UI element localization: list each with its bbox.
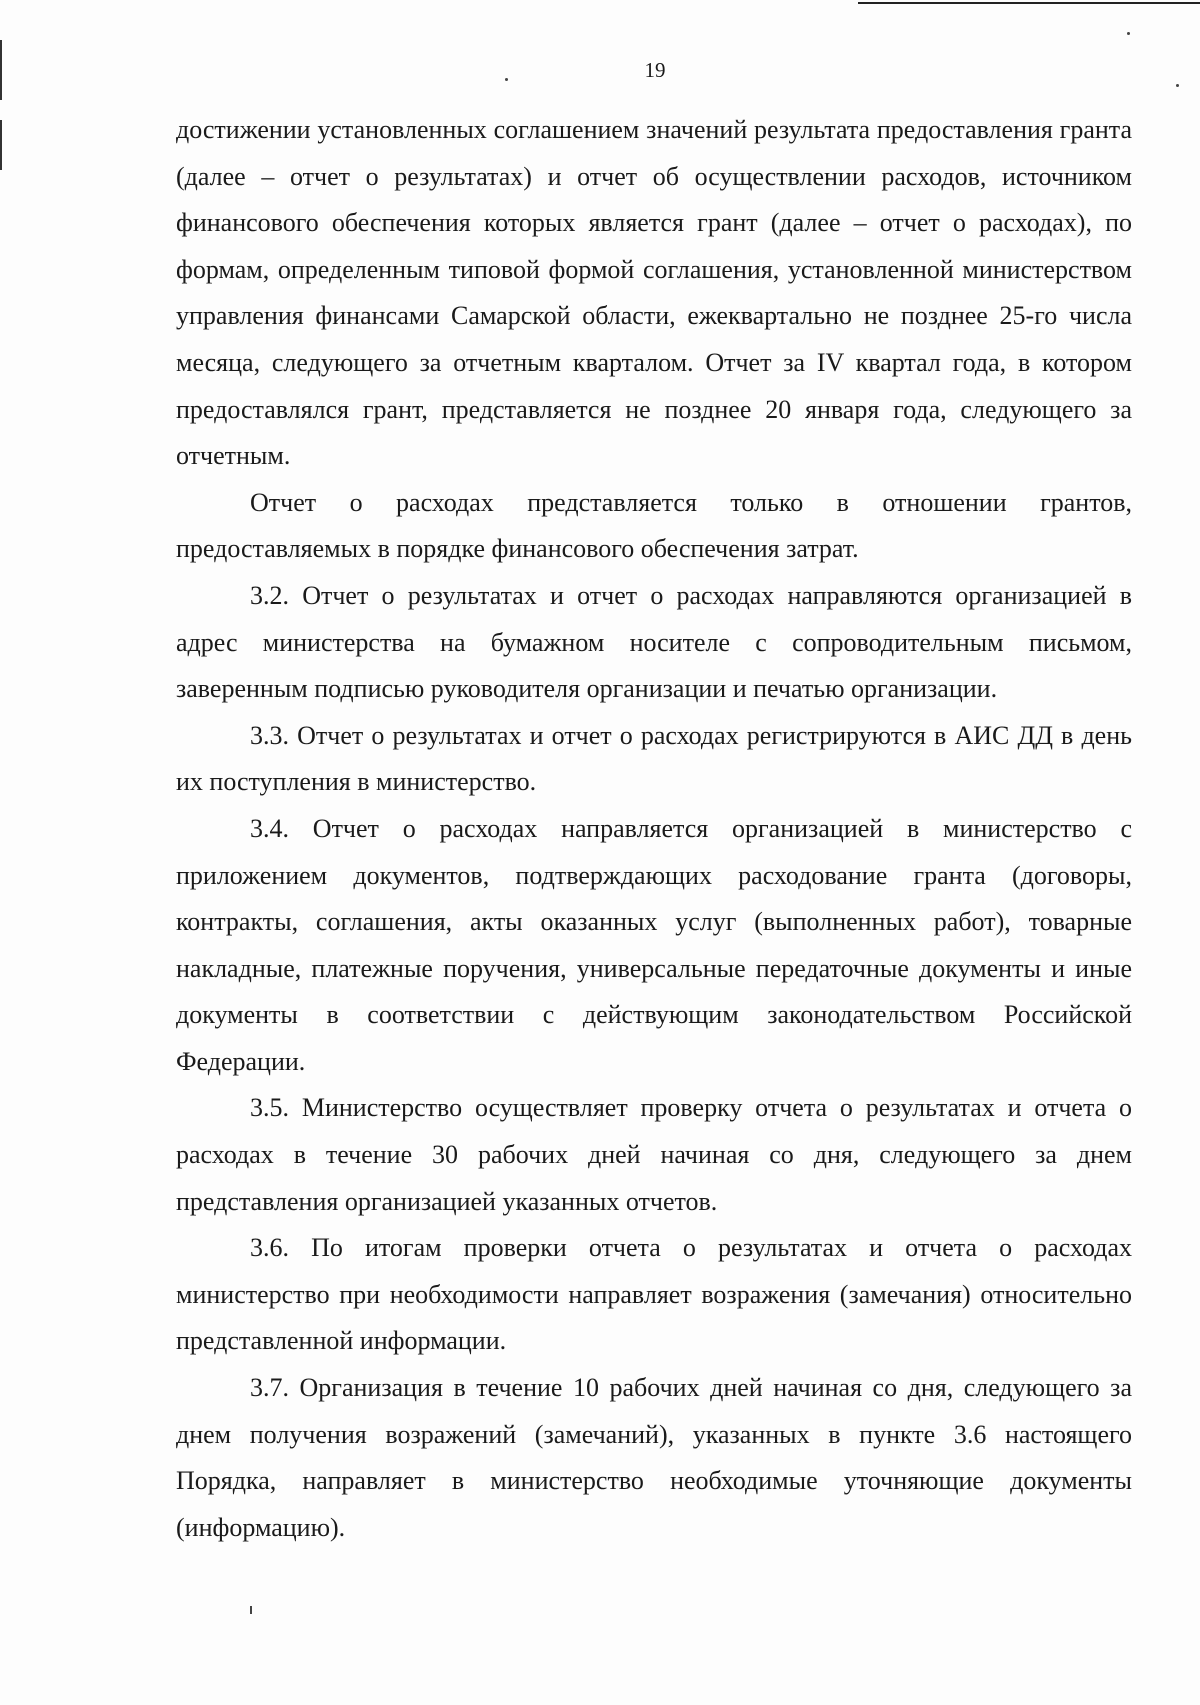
paragraph-clause-3-6: 3.6. По итогам проверки отчета о результатах и отчета о расходах министерство при необходимости направляет возражения (замечания) относительно представленной информации. [176, 1233, 1132, 1356]
paragraph-continuation: достижении установленных соглашением значений результата предоставления гранта (далее – отчет о результатах) и отчет об осуществлении расходов, источником финансового обеспечения которых является грант (далее – отчет о расходах), по формам, определенным типовой формой соглашения, установленной министерством управления финансами Самарской области, ежеквартально не позднее 25-го числа месяца, следующего за отчетным кварталом. Отчет за IV квартал года, в котором предоставлялся грант, представляется не позднее 20 января года, следующего за отчетным. [176, 115, 1132, 471]
page-number: 19 [644, 58, 666, 82]
paragraph-clause-3-7: 3.7. Организация в течение 10 рабочих дней начиная со дня, следующего за днем получения возражений (замечаний), указанных в пункте 3.6 настоящего Порядка, направляет в министерство необходимые уточняющие документы (информацию). [176, 1373, 1132, 1542]
scan-margin-mark [0, 120, 2, 170]
scan-speck [1176, 84, 1179, 87]
paragraph-clause-3-5: 3.5. Министерство осуществляет проверку отчета о результатах и отчета о расходах в течение 30 рабочих дней начиная со дня, следующего за днем представления организацией указанных отчетов. [176, 1093, 1132, 1216]
scan-edge-line [858, 2, 1200, 4]
scan-speck [1127, 32, 1130, 35]
paragraph-clause-3-3: 3.3. Отчет о результатах и отчет о расходах регистрируются в АИС ДД в день их поступления в министерство. [176, 720, 1132, 797]
paragraph-expenses-report-note: Отчет о расходах представляется только в отношении грантов, предоставляемых в порядке финансового обеспечения затрат. [176, 487, 1132, 564]
paragraph-clause-3-4: 3.4. Отчет о расходах направляется организацией в министерство с приложением документов, подтверждающих расходование гранта (договоры, контракты, соглашения, акты оказанных услуг (выполненных работ), товарные накладные, платежные поручения, универсальные передаточные документы и иные документы в соответствии с действующим законодательством Российской Федерации. [176, 813, 1132, 1076]
body-text [176, 107, 1132, 1551]
paragraph-clause-3-2: 3.2. Отчет о результатах и отчет о расходах направляются организацией в адрес министерства на бумажном носителе с сопроводительным письмом, заверенным подписью руководителя организации и печатью организации. [176, 580, 1132, 704]
scan-speck [250, 1606, 252, 1614]
